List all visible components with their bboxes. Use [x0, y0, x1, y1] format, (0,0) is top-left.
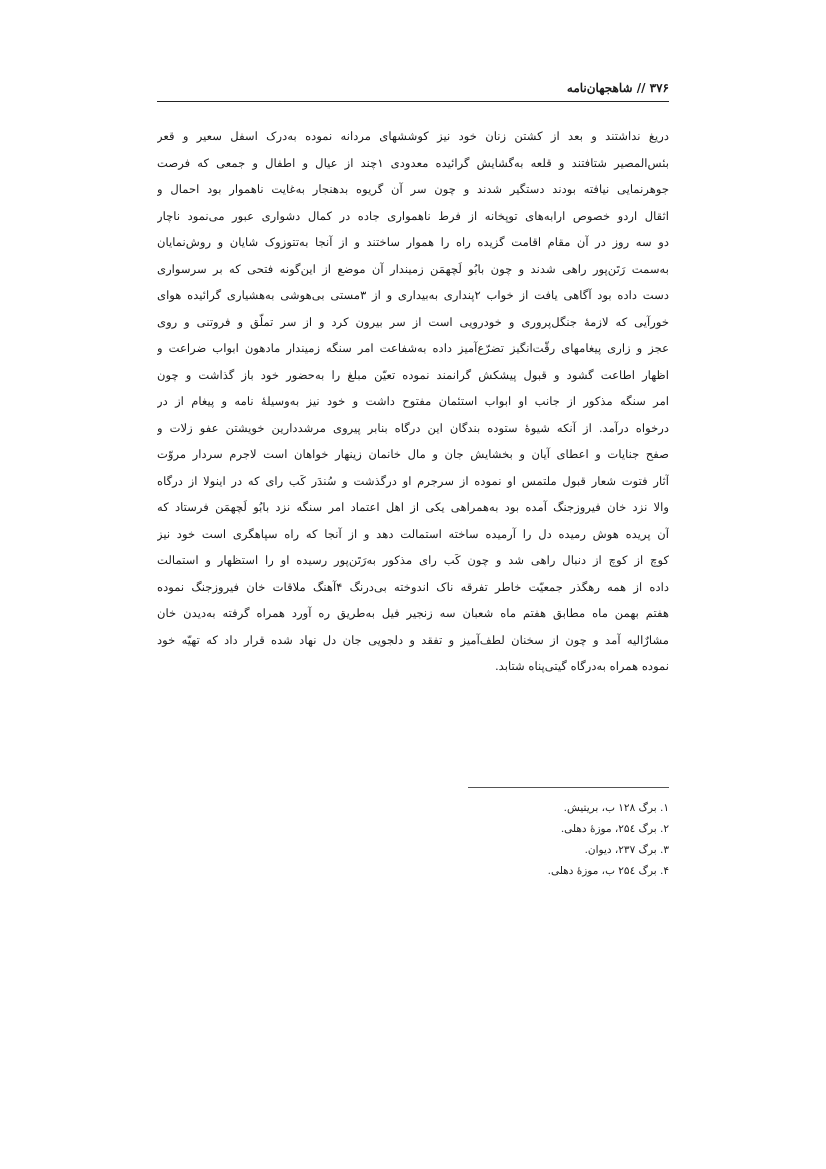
text-line: هفتم بهمن ماه مطابق هفتم ماه شعبان سه زنجیر فیل به‌طریق ره آورد همراه گرفته به‌دیدن خان: [157, 606, 669, 620]
text-line: امر سنگه مذکور از جانب او ابواب استئمان مفتوح داشت و خود نیز به‌وسیلهٔ نامه و پیغام از در: [157, 394, 669, 408]
footnote-item: ۱. برگ ۱۲۸ ب، بریتیش.: [563, 802, 669, 814]
text-line: اثقال اردو خصوص ارابه‌های توپخانه از فرط ناهمواری جاده در کمال دشواری عبور می‌نمود ناچار: [157, 208, 669, 223]
text-line: مشارٌالیه آمد و چون از سخنان لطف‌آمیز و تفقد و دلجویی جان دل نهاد شده قرار داد که تهیّه خود: [157, 632, 669, 647]
text-line: کوچ از کوچ از دنبال راهی شد و چون کَب رای مذکور به‌رَتَن‌پور رسیده او را استظهار و استمالت: [157, 553, 669, 567]
text-line: بئس‌المصیر شتافتند و قلعه به‌گشایش گرائیده معدودی ۱چند از عیال و اطفال و جمعی که فرصت: [157, 155, 669, 170]
text-line: داده از همه رهگذر جمعیّت خاطر تفرقه ناک اندوخته بی‌درنگ ۴آهنگ ملاقات خان فیروزجنگ نموده: [157, 579, 669, 594]
text-line: عجز و زاری پیغامهای رقّت‌انگیز تضرّع‌آمیز داده به‌شفاعت امر سنگه زمیندار مادهون ابواب ضراعت و: [157, 341, 669, 355]
main-text-block: [157, 123, 669, 680]
text-line: اظهار اطاعت گشود و قبول پیشکش گرانمند نموده تعیّن مبلغ را به‌حضور خود باز گذاشت و چون: [157, 367, 669, 382]
text-line: خورآیی که لازمهٔ جنگل‌پروری و خودرویی است از سر بیرون کرد و از سر تملّق و فروتنی و روی: [157, 314, 669, 329]
footnote-divider: [468, 787, 669, 788]
text-line: صفح جنایات و اعطای آیان و بخشایش جان و مال خانمان زینهار خواهان است لاجرم سردار مروّت: [157, 447, 669, 461]
text-line: جوهرنمایی نیافته بودند دستگیر شدند و چون سر آن گریوه بدهنجار به‌غایت ناهموار بود احمال و: [157, 182, 669, 196]
text-line: آثار فتوت شعار قبول ملتمس او نموده از سرجرم او درگذشت و سُندَر کَب رای که در اینولا از درگاه: [157, 473, 669, 488]
footnote-item: ۲. برگ ۲۵٤، موزهٔ دهلی.: [560, 823, 669, 835]
header-divider: [157, 101, 669, 102]
running-header: ۳۷۶ // شاهجهان‌نامه: [566, 81, 669, 95]
text-line: والا نزد خان فیروزجنگ آمده بود به‌همراهی یکی از اهل اعتماد امر سنگه نزد بابُو لَچهمَن فرستاد که: [157, 500, 669, 514]
footnote-item: ۳. برگ ۲۳۷، دیوان.: [584, 844, 669, 856]
text-line: دو سه روز در آن مقام اقامت گزیده راه را هموار ساختند و از آنجا به‌تتوزوک شایان و روش‌نمایان: [157, 235, 669, 249]
text-line: دریغ نداشتند و بعد از کشتن زنان خود نیز کوششهای مردانه نموده به‌درک اسفل سعیر و قعر: [157, 129, 669, 143]
text-line: به‌سمت رَتَن‌پور راهی شدند و چون بابُو لَچهمَن زمیندار آن موضع از این‌گونه فتحی که بر سرسواری: [157, 261, 669, 276]
text-line: درخواه درآمد. از آنکه شیوهٔ ستوده بندگان این درگاه بنابر پیروی مرشددارین خویشتن عفو زلات و: [157, 420, 669, 435]
footnotes-block: [468, 798, 669, 882]
footnote-item: ۴. برگ ۲۵٤ ب، موزهٔ دهلی.: [547, 865, 669, 877]
text-line: آن پریده هوش رمیده دل را آرمیده ساخته استمالت دهد و از آنجا که راه سپاهگری است خود نیز: [157, 526, 669, 541]
text-line-last: نموده همراه به‌درگاه گیتی‌پناه شتابد.: [495, 659, 669, 673]
text-line: دست داده بود آگاهی یافت از خواب ۲پنداری به‌بیداری و از ۳مستی بی‌هوشی به‌هشیاری گرائیده هوای: [157, 288, 669, 302]
